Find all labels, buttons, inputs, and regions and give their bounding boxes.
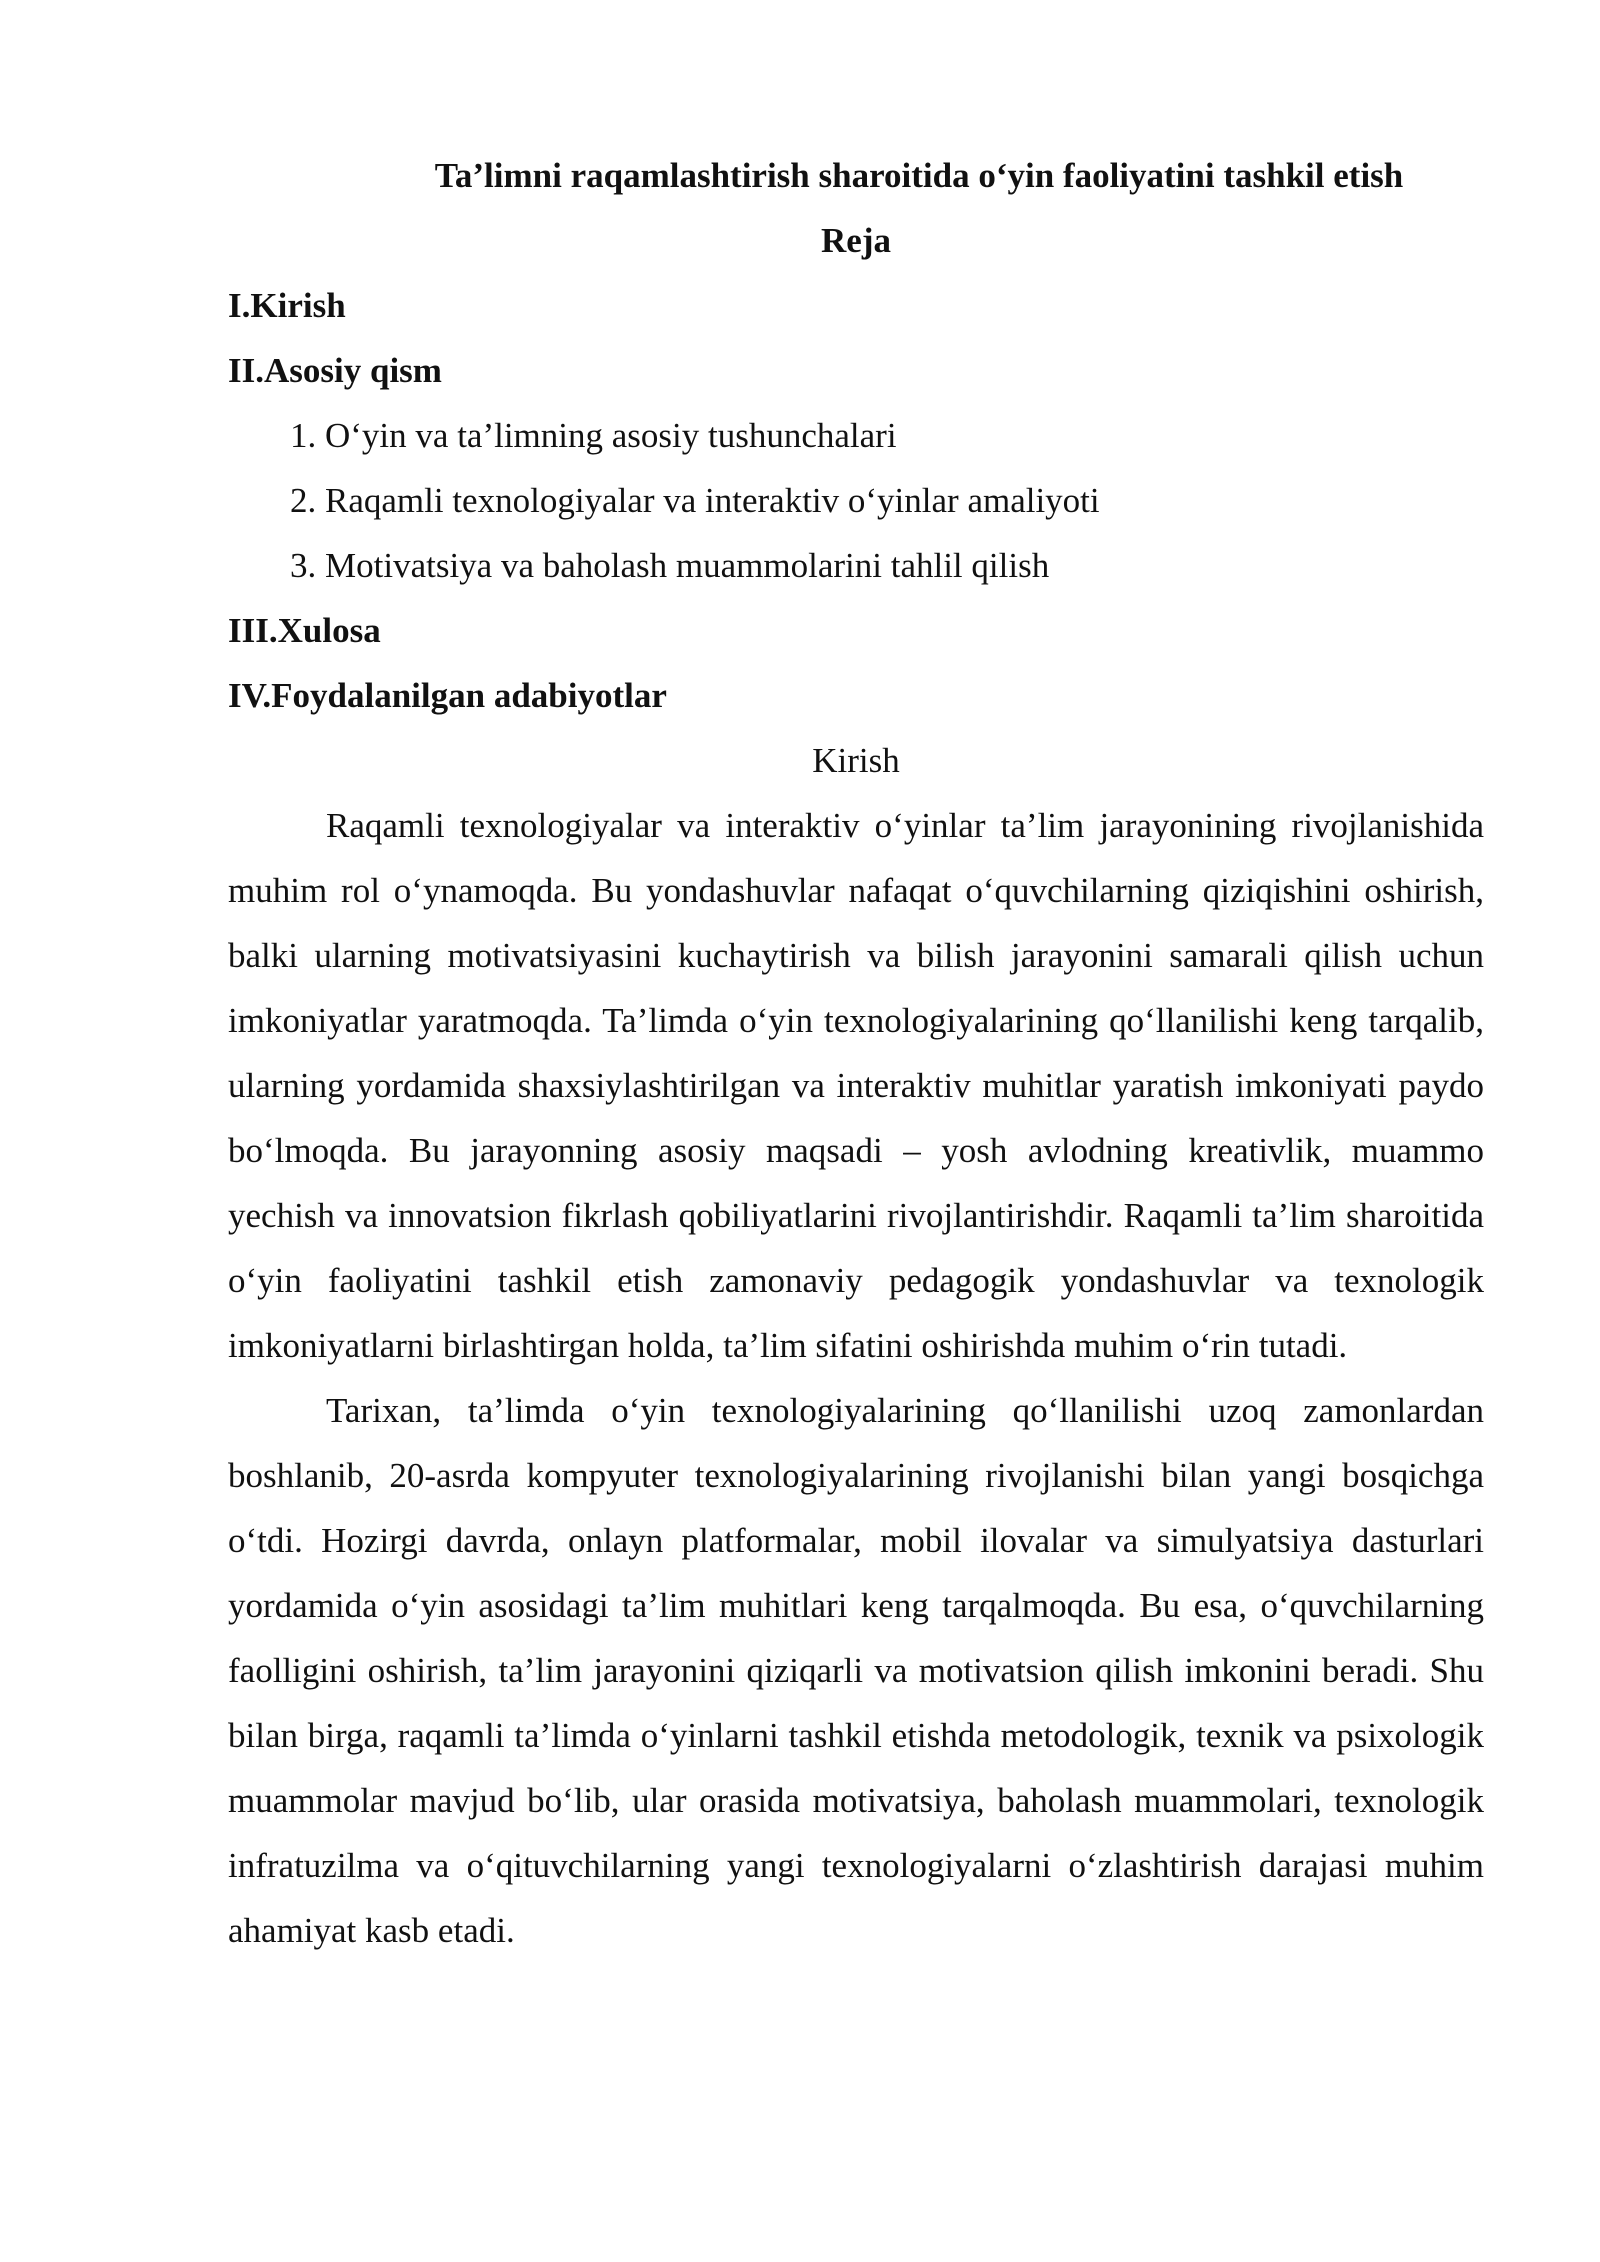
- plan-heading: Reja: [821, 221, 891, 260]
- plan-sublist-container: [228, 403, 1484, 598]
- body-paragraph: Raqamli texnologiyalar va interaktiv o‘yinlar ta’lim jarayonining rivojlanishida muhim rol o‘ynamoqda. Bu yondashuvlar nafaqat o‘quvchilarning qiziqishini oshirish, balki ularning motivatsiyasini kuchaytirish va bilish jarayonini samarali qilish uchun imkoniyatlar yaratmoqda. Ta’limda o‘yin texnologiyalarining qo‘llanilishi keng tarqalib, ularning yordamida shaxsiylashtirilgan va interaktiv muhitlar yaratish imkoniyati paydo bo‘lmoqda. Bu jarayonning asosiy maqsadi – yosh avlodning kreativlik, muammo yechish va innovatsion fikrlash qobiliyatlarini rivojlantirishdir. Raqamli ta’lim sharoitida o‘yin faoliyatini tashkil etish zamonaviy pedagogik yondashuvlar va texnologik imkoniyatlarni birlashtirgan holda, ta’lim sifatini oshirishda muhim o‘rin tutadi.: [228, 806, 1484, 1365]
- plan-item-main-part: II.Asosiy qism: [228, 351, 442, 390]
- plan-item-introduction: I.Kirish: [228, 286, 346, 325]
- plan-sublist: [228, 403, 1484, 598]
- plan-subitem: 3. Motivatsiya va baholash muammolarini tahlil qilish: [290, 546, 1050, 585]
- plan-item-references: IV.Foydalanilgan adabiyotlar: [228, 676, 667, 715]
- plan-list: [228, 273, 1484, 728]
- plan-subitem: 1. O‘yin va ta’limning asosiy tushunchalari: [290, 416, 897, 455]
- body-paragraph: Tarixan, ta’limda o‘yin texnologiyalarining qo‘llanilishi uzoq zamonlardan boshlanib, 20-asrda kompyuter texnologiyalarining rivojlanishi bilan yangi bosqichga o‘tdi. Hozirgi davrda, onlayn platformalar, mobil ilovalar va simulyatsiya dasturlari yordamida o‘yin asosidagi ta’lim muhitlari keng tarqalmoqda. Bu esa, o‘quvchilarning faolligini oshirish, ta’lim jarayonini qiziqarli va motivatsion qilish imkonini beradi. Shu bilan birga, raqamli ta’limda o‘yinlarni tashkil etishda metodologik, texnik va psixologik muammolar mavjud bo‘lib, ular orasida motivatsiya, baholash muammolari, texnologik infratuzilma va o‘qituvchilarning yangi texnologiyalarni o‘zlashtirish darajasi muhim ahamiyat kasb etadi.: [228, 1391, 1484, 1950]
- plan-subitem: 2. Raqamli texnologiyalar va interaktiv o‘yinlar amaliyoti: [290, 481, 1100, 520]
- section-heading-introduction: Kirish: [812, 741, 900, 780]
- page-content: [228, 143, 1484, 1963]
- plan-item-conclusion: III.Xulosa: [228, 611, 381, 650]
- document-title: Ta’limni raqamlashtirish sharoitida o‘yin faoliyatini tashkil etish: [434, 156, 1404, 195]
